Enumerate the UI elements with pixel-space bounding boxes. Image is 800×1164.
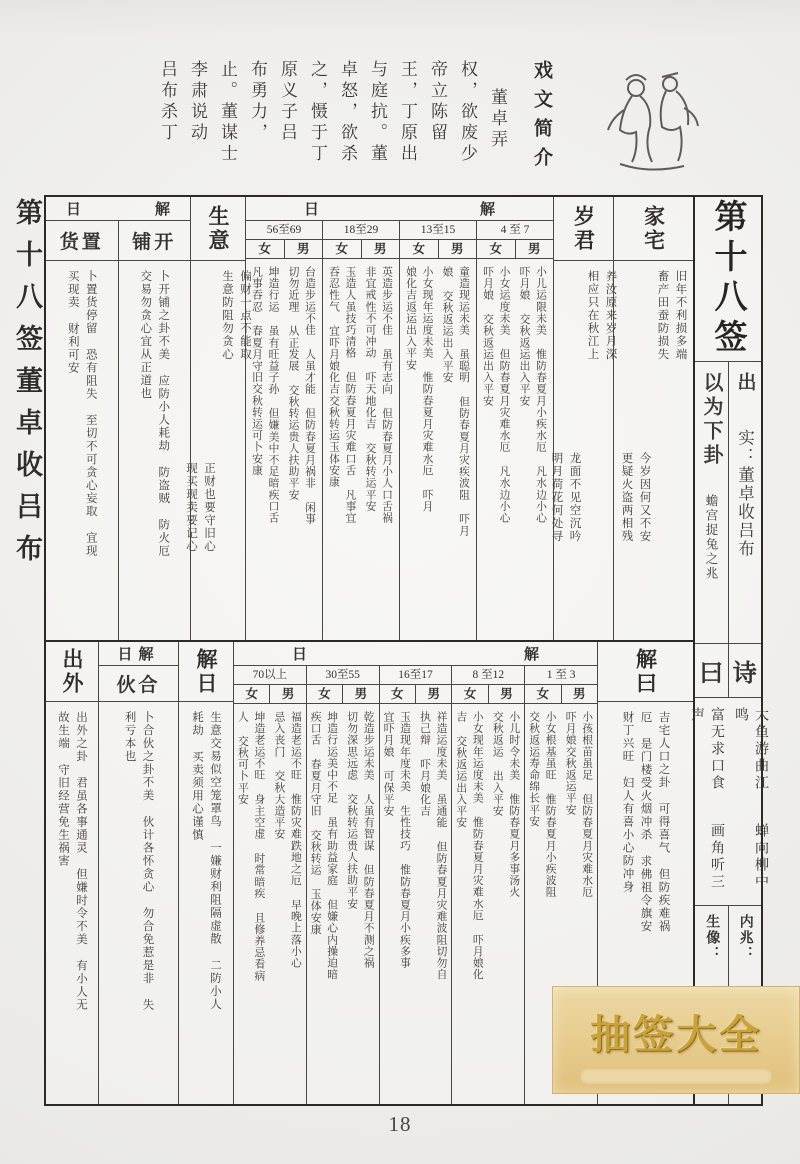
inner-omen-cell: 内兆： [728, 906, 762, 1104]
synopsis-column: 与庭抗。董 [368, 60, 387, 165]
fortune-line: 耗劫 买卖须用心谨慎 [191, 711, 203, 842]
fortune-line: 小女现年运度未美 惟防春夏月灾难水厄 吓月娘化 [471, 711, 484, 981]
fortune-line: 吉 交秋返运出入平安 [455, 711, 468, 829]
partnership-subheader: 伙合 [99, 666, 178, 702]
gender-subheader [246, 240, 322, 259]
synopsis-column: 吕布杀丁 [158, 60, 177, 144]
watermark-text: 抽签大全 [590, 1012, 762, 1057]
age-col-4-7 [476, 221, 553, 640]
age-cell [246, 259, 322, 640]
age-range-label: 16至17 [380, 666, 452, 685]
fortune-line: 生意交易似空笼罩鸟 一嫌财利阻隔虚散 二防小人 [209, 711, 221, 1011]
poem-line: 相应只在秋江上 [586, 270, 599, 361]
age-col-18-29 [322, 221, 399, 640]
gender-subheader [380, 685, 452, 704]
business-header: 生意 [191, 197, 245, 261]
age-range-label: 70以上 [234, 666, 306, 685]
synopsis-column: 布勇力， [248, 60, 267, 144]
female-label: 女 [412, 242, 425, 256]
fortune-line: 卜合伙之卦不美 伙计各怀贪心 勿合免惹是非 失 [141, 711, 154, 1012]
poem-column: 大鱼游曲江 蝉向柳中鸣 [733, 707, 768, 891]
poem-header [695, 643, 761, 697]
poem-column: 富无求口食 画角听三声 [689, 707, 724, 891]
fortune-line: 疾口舌 春夏月守旧 交秋转运 玉体安康 [309, 711, 322, 935]
fortune-line: 福造老运不旺 惟防灾难跌地之厄 早晚上落小心 [289, 711, 302, 969]
fortune-line: 出外之卦 君虽各事通灵 但嫌时令不美 有小人无 [75, 711, 87, 1012]
fortune-line: 偏财一点不能取 [239, 270, 251, 361]
synopsis-column: 止。董谋士 [218, 60, 237, 165]
fortune-line: 吓月娘 交秋返运出入平安 [482, 266, 494, 407]
poem-header-shi: 诗 [728, 644, 762, 697]
poem-line: 旧年不利损多端 [674, 270, 687, 361]
age-col-56-69 [246, 221, 322, 640]
col-partnership [98, 642, 178, 1104]
male-label: 男 [284, 240, 323, 258]
fortune-line: 乾造步运未美 人虽有智谋 但防春夏月不测之祸 [362, 711, 375, 969]
trade-group-header [46, 197, 190, 221]
opera-figures-illustration [596, 64, 706, 188]
fortune-line: 娘化吉返运出入平安 [405, 266, 417, 371]
col-travel [46, 642, 98, 1104]
age-range-label: 30至55 [307, 666, 379, 685]
age-col-70-plus [234, 666, 306, 1104]
ages-top-header [246, 197, 553, 221]
age-cell [307, 704, 379, 1104]
sign-kind-row [695, 361, 761, 643]
synopsis-column: 原义子吕 [278, 60, 297, 144]
synopsis-column: 之，慑于丁 [308, 60, 327, 165]
age-range-label: 4 至 7 [477, 221, 553, 240]
verdict-text: 以为下卦 [700, 372, 722, 468]
female-label: 女 [391, 687, 404, 701]
poem-line: 今岁因何又不安 [638, 452, 651, 543]
home-header: 家宅 [614, 197, 693, 261]
male-label: 男 [415, 685, 451, 703]
age-range-label: 56至69 [246, 221, 322, 240]
female-label: 女 [536, 687, 550, 701]
page-number: 18 [388, 1112, 412, 1136]
fortune-line: 财丁兴旺 妇人有喜小心防冲身 [621, 711, 634, 894]
subheader-open-shop: 铺开 [118, 221, 191, 260]
synopsis-column: 李肃说动 [188, 60, 207, 144]
fortune-line: 故生端 守旧经营免生祸害 [57, 711, 69, 868]
age-cell [477, 259, 553, 640]
male-label: 男 [361, 240, 400, 258]
fortune-line: 祥造运度未美 虽通能 但防春夏月灾难波阻切勿自 [435, 711, 448, 981]
sign-title-column [689, 197, 768, 1104]
trade-body [46, 261, 190, 640]
female-label: 女 [489, 242, 502, 256]
synopsis-column: 卓怒，欲杀 [338, 60, 357, 165]
female-label: 女 [318, 687, 331, 701]
sign-margin-label: 第十八签董卓收吕布 [12, 198, 42, 576]
age-range-label: 8 至12 [452, 666, 524, 685]
fortune-line: 交秋返运寿命绵长平安 [528, 711, 541, 827]
subheader-stock-goods: 货置 [59, 232, 104, 253]
opera-title-cell [728, 362, 761, 643]
age-col-30-55 [306, 666, 379, 1104]
fortune-line: 凡事吞忍 春夏月守旧交秋转运可卜安康 [251, 266, 263, 476]
fortune-line: 忌入丧门 交秋大造平安 [273, 711, 286, 840]
age-fortunes-bottom [233, 642, 597, 1104]
male-label: 男 [342, 685, 378, 703]
gender-subheader [452, 685, 524, 704]
open-shop-cell [118, 261, 191, 640]
gender-subheader [525, 685, 597, 704]
col-jieri [178, 642, 233, 1104]
col-trade-group [46, 197, 190, 640]
fortune-table-main [46, 197, 693, 1104]
header-char-jie: 解 [523, 647, 539, 663]
age-col-8-12 [451, 666, 524, 1104]
col-home [613, 197, 693, 640]
jieri-cell [179, 702, 233, 1104]
trade-subheaders [46, 221, 190, 261]
age-cell [452, 704, 524, 1104]
fortune-line: 坤造老运不旺 身主空虚 时常暗疾 且修养忌看病 [253, 711, 266, 982]
male-label: 男 [488, 685, 524, 703]
female-label: 女 [245, 687, 258, 701]
business-cell [185, 261, 251, 640]
fortune-line: 执己辩 吓月娘化吉 [419, 711, 431, 817]
fortune-line: 坤造行运美中不足 虽有助益家庭 但嫌心内操迫暗 [326, 711, 339, 981]
age-cell [234, 704, 306, 1104]
female-label: 女 [335, 242, 348, 256]
fortune-line: 利亏本也 [123, 711, 136, 763]
sign-poem [689, 697, 768, 905]
synopsis-column: 王，丁原出 [398, 60, 417, 165]
fortune-line: 玉造现年度未美 生性技巧 惟防春夏月小疾多事 [399, 711, 411, 969]
header-char-ri: 日 [292, 647, 308, 663]
fortune-line: 卜置货停留 恐有阻失 至切不可贪心妄取 宜现 [84, 270, 97, 558]
ages-bottom-header [234, 642, 597, 666]
male-label: 男 [269, 685, 305, 703]
fortune-line: 交易勿贪心宜从正道也 [139, 270, 152, 400]
opera-synopsis [72, 60, 560, 192]
opera-title-label: 出 [734, 372, 756, 393]
female-label: 女 [258, 242, 271, 256]
omen-text: 蟾宫捉兔之兆 [704, 493, 718, 581]
year-lord-cell [550, 261, 617, 640]
fortune-line: 台造步运不佳 人虽才能 但防春夏月祸非 闲事 [304, 266, 316, 525]
year-lord-header: 岁君 [554, 197, 613, 261]
age-col-16-17 [379, 666, 452, 1104]
fortune-line: 切勿深思远虑 交秋转运贵人扶助平安 [346, 711, 359, 910]
fortune-line: 吞忍性气 宜吓月娘化吉交秋转运玉体安康 [328, 266, 340, 488]
header-char-jie: 解 [154, 202, 170, 218]
travel-header: 出外 [46, 642, 98, 702]
poem-header-yue: 曰 [699, 661, 724, 687]
fortune-line: 人 交秋可卜平安 [236, 711, 249, 805]
travel-cell [46, 702, 98, 1104]
poem-line: 畜产田蚕防损失 [656, 270, 669, 361]
table-top-half [46, 197, 693, 642]
age-range-label: 18至29 [323, 221, 399, 240]
fortune-line: 宜吓月娘 可保平安 [382, 711, 395, 817]
age-range-label: 1 至 3 [525, 666, 597, 685]
age-range-label: 13至15 [400, 221, 476, 240]
fortune-line: 正财也要守旧心 [203, 462, 215, 553]
watermark-url-bar [580, 1069, 772, 1084]
fortune-line: 坤造行运 虽有旺益子孙 但嫌美中不足暗疾口舌 [267, 266, 280, 524]
opera-title-value: 实：董卓收吕布 [735, 428, 755, 558]
female-label: 女 [463, 687, 477, 701]
stock-goods-cell [46, 261, 118, 640]
fortune-line: 英造步运不佳 虽有志向 但防春夏月小人口舌祸 [381, 266, 393, 524]
partnership-group-header: 日解 [99, 642, 178, 666]
gender-subheader [400, 240, 476, 259]
life-image-cell: 生像： [704, 914, 720, 962]
fortune-table [44, 195, 768, 1106]
fortune-line: 小孩根苗虽足 但防春夏月灾难水厄 [581, 711, 594, 898]
header-char-ri: 日 [66, 202, 82, 218]
age-fortunes-top [245, 197, 553, 640]
col-business [185, 197, 251, 640]
fortune-line: 玉造人虽技巧清格 但防春夏月灾难口舌 凡事宜 [344, 266, 357, 524]
fortune-line: 吉宅人口之卦 可得喜气 但防疾难祸 [657, 711, 670, 933]
gender-subheader [323, 240, 399, 259]
fortune-line: 非宜戒性不可冲动 吓天地化吉 交秋转运平安 [364, 266, 377, 512]
fortune-line: 小女现年运度未美 惟防春夏月灾难水厄 吓月 [421, 266, 434, 512]
poem-line: 龙面不见空沉吟 [568, 452, 581, 543]
poem-line: 养汝原来岁月深 [604, 270, 617, 361]
poem-line: 明月荷花何处寻 [550, 452, 563, 543]
header-char-ri: 日 [304, 202, 320, 218]
partnership-cell [99, 702, 178, 1104]
fortune-line: 买现卖 财利可安 [66, 270, 79, 375]
gender-subheader [307, 685, 379, 704]
col-year-lord [550, 197, 617, 640]
male-label: 男 [561, 685, 597, 703]
fortune-line: 生意防阻勿贪心 [221, 270, 233, 361]
fortune-line: 现买现卖要记心 [185, 462, 197, 553]
fortune-line: 小儿时令未美 惟防春夏月多事汤火 [508, 711, 521, 898]
synopsis-column: 权，欲废少 [458, 60, 477, 165]
verdict-cell [695, 362, 728, 643]
watermark-band [552, 986, 800, 1094]
fortune-line: 厄 是门楼受火烟冲杀 求佛祖令旗安 [639, 711, 652, 933]
fortune-line: 娘 交秋返运出入平安 [441, 266, 454, 384]
gender-subheader [234, 685, 306, 704]
fortune-line: 童造现运未美 虽聪明 但防春夏月灾疾波阻 吓月 [458, 266, 470, 537]
fortune-line: 小女运度未美 但防春夏月灾难水厄 凡水边小心 [498, 266, 511, 524]
header-char-jie: 解 [479, 202, 495, 218]
fortune-line: 小女根基虽旺 惟防春夏月小疾波阻 [544, 711, 557, 898]
male-label: 男 [515, 240, 554, 258]
home-cell [614, 261, 693, 640]
jieyue-header: 解曰 [598, 642, 693, 702]
male-label: 男 [438, 240, 477, 258]
sign-number-header: 第十八签 [709, 199, 746, 359]
synopsis-column: 帝立陈留 [428, 60, 447, 144]
age-cell [380, 704, 452, 1104]
gender-subheader [477, 240, 553, 259]
fortune-line: 切勿近理 从正发展 交秋转运贵人扶助平安 [287, 266, 300, 501]
age-col-13-15 [399, 221, 476, 640]
fortune-line: 吓月娘交秋返运平安 [564, 711, 577, 816]
fortune-line: 卜开铺之卦不美 应防小人耗劫 防盗贼 防火厄 [157, 270, 170, 558]
age-cell [323, 259, 399, 640]
jieri-header: 解日 [179, 642, 233, 702]
age-cell [400, 259, 476, 640]
synopsis-title: 戏文简介 [531, 60, 552, 176]
fortune-line: 交秋返运 出入平安 [491, 711, 504, 817]
fortune-line: 吓月娘 交秋返运出入平安 [518, 266, 531, 407]
fortune-line: 小儿运限未美 惟防春夏月小疾水厄 凡水边小心 [535, 266, 547, 524]
poem-line: 更疑火盗两相残 [620, 452, 633, 543]
synopsis-column: 董卓弄 [488, 88, 507, 151]
